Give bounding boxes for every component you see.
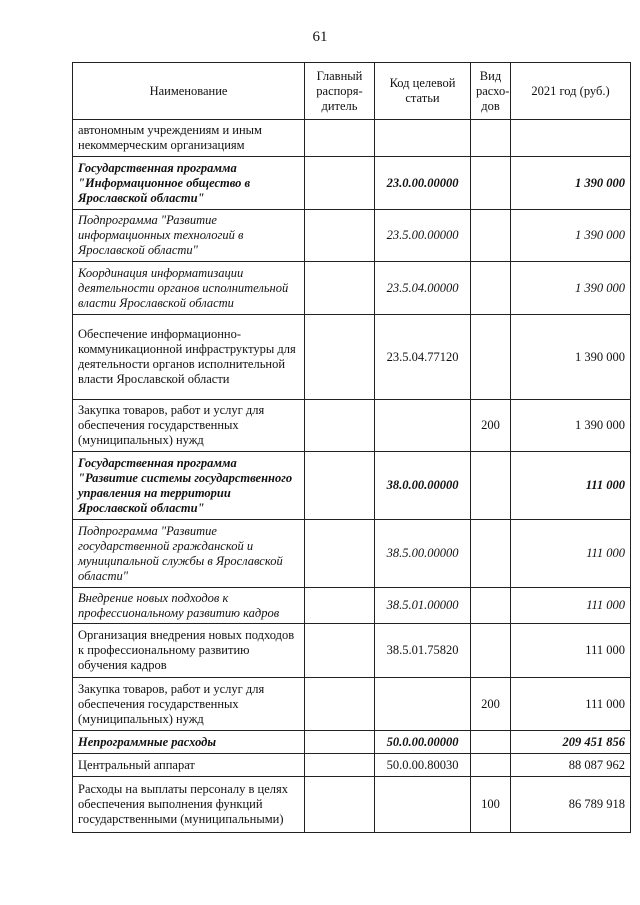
table-row	[73, 678, 631, 731]
table-row	[73, 262, 631, 315]
row-code	[375, 678, 471, 731]
row-name: Государственная программа "Информационное общество в Ярославской области"	[73, 157, 305, 210]
row-kind	[471, 520, 511, 588]
table-row	[73, 157, 631, 210]
row-name: Обеспечение информационно-коммуникационной инфраструктуры для деятельности органов исполнительной власти Ярославской области	[73, 315, 305, 400]
row-admin	[305, 315, 375, 400]
row-name: Подпрограмма "Развитие государственной гражданской и муниципальной службы в Ярославской области"	[73, 520, 305, 588]
row-kind	[471, 452, 511, 520]
table-row	[73, 452, 631, 520]
header-row	[73, 63, 631, 120]
row-name: Непрограммные расходы	[73, 731, 305, 754]
row-code: 38.5.01.00000	[375, 588, 471, 624]
row-name: Координация информатизации деятельности органов исполнительной власти Ярославской области	[73, 262, 305, 315]
header-code: Код целевой статьи	[375, 63, 471, 120]
row-code: 23.5.00.00000	[375, 210, 471, 262]
row-name: Подпрограмма "Развитие информационных технологий в Ярославской области"	[73, 210, 305, 262]
table-row	[73, 731, 631, 754]
row-admin	[305, 777, 375, 833]
row-code	[375, 400, 471, 452]
row-admin	[305, 520, 375, 588]
row-amount: 1 390 000	[511, 157, 631, 210]
budget-table	[72, 62, 631, 833]
row-amount: 88 087 962	[511, 754, 631, 777]
page-number: 61	[312, 29, 328, 45]
row-amount: 111 000	[511, 624, 631, 678]
row-name: Организация внедрения новых подходов к профессиональному развитию обучения кадров	[73, 624, 305, 678]
row-admin	[305, 754, 375, 777]
row-amount: 111 000	[511, 520, 631, 588]
header-amount: 2021 год (руб.)	[511, 63, 631, 120]
row-name: Государственная программа "Развитие системы государственного управления на территории Ярославской области"	[73, 452, 305, 520]
row-code: 23.5.04.00000	[375, 262, 471, 315]
row-name: Закупка товаров, работ и услуг для обеспечения государственных (муниципальных) нужд	[73, 678, 305, 731]
row-name: Центральный аппарат	[73, 754, 305, 777]
row-kind: 200	[471, 678, 511, 731]
row-admin	[305, 731, 375, 754]
table-row	[73, 210, 631, 262]
row-name: Закупка товаров, работ и услуг для обеспечения государственных (муниципальных) нужд	[73, 400, 305, 452]
row-amount: 111 000	[511, 678, 631, 731]
header-admin: Главный распоря-дитель	[305, 63, 375, 120]
row-kind	[471, 754, 511, 777]
row-admin	[305, 588, 375, 624]
row-code: 38.5.00.00000	[375, 520, 471, 588]
row-kind: 200	[471, 400, 511, 452]
row-amount: 209 451 856	[511, 731, 631, 754]
table-row	[73, 400, 631, 452]
header-name: Наименование	[73, 63, 305, 120]
table-row	[73, 624, 631, 678]
row-name: Расходы на выплаты персоналу в целях обеспечения выполнения функций государственными (муниципальными)	[73, 777, 305, 833]
row-kind	[471, 588, 511, 624]
row-admin	[305, 262, 375, 315]
row-code	[375, 777, 471, 833]
row-amount: 111 000	[511, 588, 631, 624]
row-code	[375, 120, 471, 157]
row-amount: 86 789 918	[511, 777, 631, 833]
row-admin	[305, 120, 375, 157]
row-admin	[305, 678, 375, 731]
row-admin	[305, 624, 375, 678]
row-amount: 1 390 000	[511, 400, 631, 452]
table-row	[73, 754, 631, 777]
row-code: 38.0.00.00000	[375, 452, 471, 520]
row-kind	[471, 315, 511, 400]
row-kind	[471, 624, 511, 678]
row-amount: 1 390 000	[511, 210, 631, 262]
row-kind	[471, 120, 511, 157]
row-admin	[305, 452, 375, 520]
row-name: автономным учреждениям и иным некоммерческим организациям	[73, 120, 305, 157]
row-amount: 1 390 000	[511, 262, 631, 315]
row-code: 23.0.00.00000	[375, 157, 471, 210]
table-row	[73, 777, 631, 833]
row-kind	[471, 210, 511, 262]
table-row	[73, 588, 631, 624]
row-code: 50.0.00.80030	[375, 754, 471, 777]
table-row	[73, 520, 631, 588]
table-row	[73, 120, 631, 157]
row-admin	[305, 157, 375, 210]
row-kind	[471, 157, 511, 210]
row-name: Внедрение новых подходов к профессиональному развитию кадров	[73, 588, 305, 624]
table-row	[73, 315, 631, 400]
row-amount: 1 390 000	[511, 315, 631, 400]
row-code: 38.5.01.75820	[375, 624, 471, 678]
row-kind	[471, 731, 511, 754]
row-admin	[305, 400, 375, 452]
row-kind: 100	[471, 777, 511, 833]
row-code: 23.5.04.77120	[375, 315, 471, 400]
row-amount: 111 000	[511, 452, 631, 520]
header-kind: Вид расхо-дов	[471, 63, 511, 120]
row-admin	[305, 210, 375, 262]
row-kind	[471, 262, 511, 315]
row-amount	[511, 120, 631, 157]
row-code: 50.0.00.00000	[375, 731, 471, 754]
